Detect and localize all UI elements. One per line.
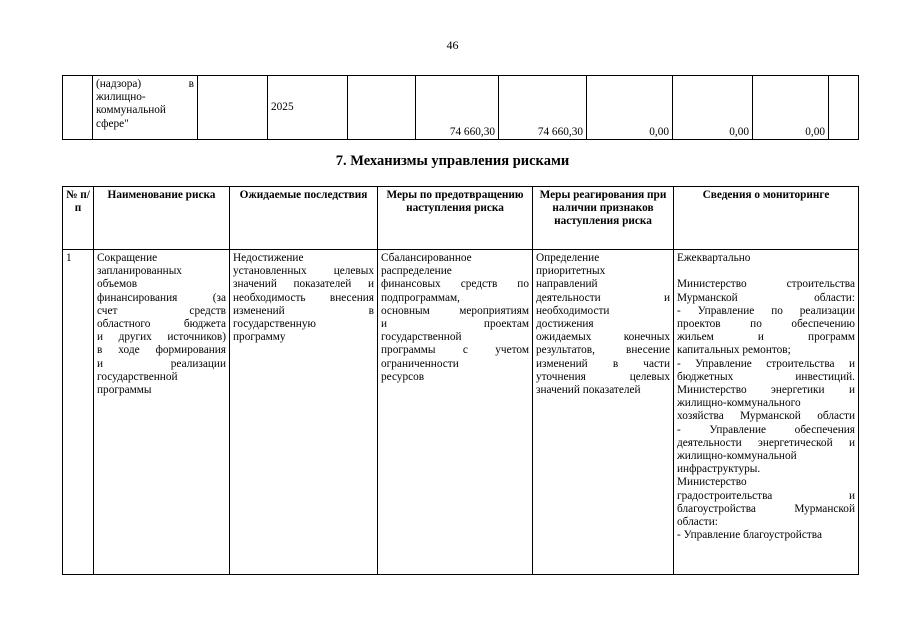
text-line: подпрограммам, xyxy=(381,291,460,304)
header-prevention: Меры по предотвращению наступления риска xyxy=(378,187,533,250)
program-name-cell xyxy=(93,76,198,140)
text-line: распределение xyxy=(381,265,452,278)
year-value: 2025 xyxy=(271,100,294,113)
text-line: - Управление благоустройства xyxy=(677,529,822,542)
text-line: благоустройства Мурманской xyxy=(677,502,855,515)
text-line: приоритетных xyxy=(536,265,606,278)
text-line: деятельности энергетической и xyxy=(677,436,855,449)
value-cell: 0,00 xyxy=(587,76,673,140)
risk-management-table xyxy=(62,186,859,575)
text-line: и других источников) xyxy=(97,331,226,344)
text-line: - Управление строительства и xyxy=(677,357,855,370)
text-line: хозяйства Мурманской области xyxy=(677,410,855,423)
value-cell: 0,00 xyxy=(673,76,753,140)
text-line: бюджетных инвестиций. xyxy=(677,370,855,383)
empty-cell xyxy=(63,76,93,140)
text-line: жильем и программ xyxy=(677,331,855,344)
name-line: коммунальной xyxy=(96,104,166,117)
text-line: изменений в части xyxy=(536,357,670,370)
monitoring-cell xyxy=(674,250,859,575)
text-line: значений показателей xyxy=(536,384,641,397)
name-line: жилищно- xyxy=(96,91,146,104)
text-line: объемов xyxy=(97,278,138,291)
header-row xyxy=(63,187,859,250)
text-line: капитальных ремонтов; xyxy=(677,344,791,357)
text-line: Министерство энергетики и xyxy=(677,384,855,397)
consequences-cell xyxy=(230,250,378,575)
year-cell xyxy=(268,76,348,140)
blank-line xyxy=(677,265,855,278)
text-line: необходимости xyxy=(536,304,610,317)
header-monitoring: Сведения о мониторинге xyxy=(674,187,859,250)
text-line: запланированных xyxy=(97,265,182,278)
text-line: финансовых средств по xyxy=(381,278,529,291)
empty-cell xyxy=(198,76,268,140)
page-number: 46 xyxy=(446,38,459,52)
text-line: государственной xyxy=(97,370,178,383)
text-line: Мурманской области: xyxy=(677,291,855,304)
text-line: достижения xyxy=(536,318,594,331)
empty-cell xyxy=(348,76,416,140)
header-num: № п/п xyxy=(63,187,94,250)
text-line: финансирования (за xyxy=(97,291,226,304)
header-risk-name: Наименование риска xyxy=(94,187,230,250)
text-line: Определение xyxy=(536,252,600,264)
value-cell: 74 660,30 xyxy=(499,76,587,140)
text-line: Сбалансированное xyxy=(381,252,472,264)
text-line: счет средств xyxy=(97,304,226,317)
row-num: 1 xyxy=(63,250,94,575)
text-line: деятельности и xyxy=(536,291,670,304)
value-cell: 0,00 xyxy=(753,76,829,140)
text-line: значений показателей и xyxy=(233,278,374,291)
text-line: ресурсов xyxy=(381,370,425,383)
text-line: и реализации xyxy=(97,357,226,370)
text-line: - Управление обеспечения xyxy=(677,423,855,436)
text-line: программы с учетом xyxy=(381,344,529,357)
text-line: ограниченности xyxy=(381,357,459,370)
text-line: результатов, внесение xyxy=(536,344,670,357)
text-line: Сокращение xyxy=(97,252,158,264)
text-line: жилищно-коммунальной xyxy=(677,450,797,463)
text-line: уточнения целевых xyxy=(536,370,670,383)
text-line: программу xyxy=(233,331,286,344)
text-line: изменений в xyxy=(233,304,374,317)
text-line: необходимость внесения xyxy=(233,291,374,304)
table-row xyxy=(63,250,859,575)
text-line: установленных целевых xyxy=(233,265,374,278)
text-line: жилищно-коммунального xyxy=(677,397,801,410)
text-line: программы xyxy=(97,384,152,397)
text-line: в ходе формирования xyxy=(97,344,226,357)
text-line: государственной xyxy=(381,331,462,344)
prevention-cell xyxy=(378,250,533,575)
empty-cell xyxy=(829,76,859,140)
text-line: Министерство строительства xyxy=(677,278,855,291)
text-line: Ежеквартально xyxy=(677,252,751,264)
risk-name-cell xyxy=(94,250,230,575)
text-line: и проектам xyxy=(381,318,529,331)
text-line: направлений xyxy=(536,278,598,291)
response-cell xyxy=(533,250,674,575)
header-response: Меры реагирования при наличии признаков наступления риска xyxy=(533,187,674,250)
name-line: (надзора) в xyxy=(96,78,194,90)
text-line: ожидаемых конечных xyxy=(536,331,670,344)
text-line: основным мероприятиям xyxy=(381,304,529,317)
text-line: Министерство xyxy=(677,476,747,489)
text-line: - Управление по реализации xyxy=(677,304,855,317)
name-line: сфере" xyxy=(96,117,129,130)
value-cell: 74 660,30 xyxy=(416,76,499,140)
header-consequences: Ожидаемые последствия xyxy=(230,187,378,250)
text-line: градостроительства и xyxy=(677,489,855,502)
section-title: 7. Механизмы управления рисками xyxy=(335,153,570,169)
text-line: государственную xyxy=(233,318,316,331)
text-line: Недостижение xyxy=(233,252,304,264)
text-line: областного бюджета xyxy=(97,318,226,331)
top-table-continuation xyxy=(62,75,859,140)
text-line: инфраструктуры. xyxy=(677,463,761,476)
text-line: области: xyxy=(677,516,718,529)
text-line: проектов по обеспечению xyxy=(677,318,855,331)
